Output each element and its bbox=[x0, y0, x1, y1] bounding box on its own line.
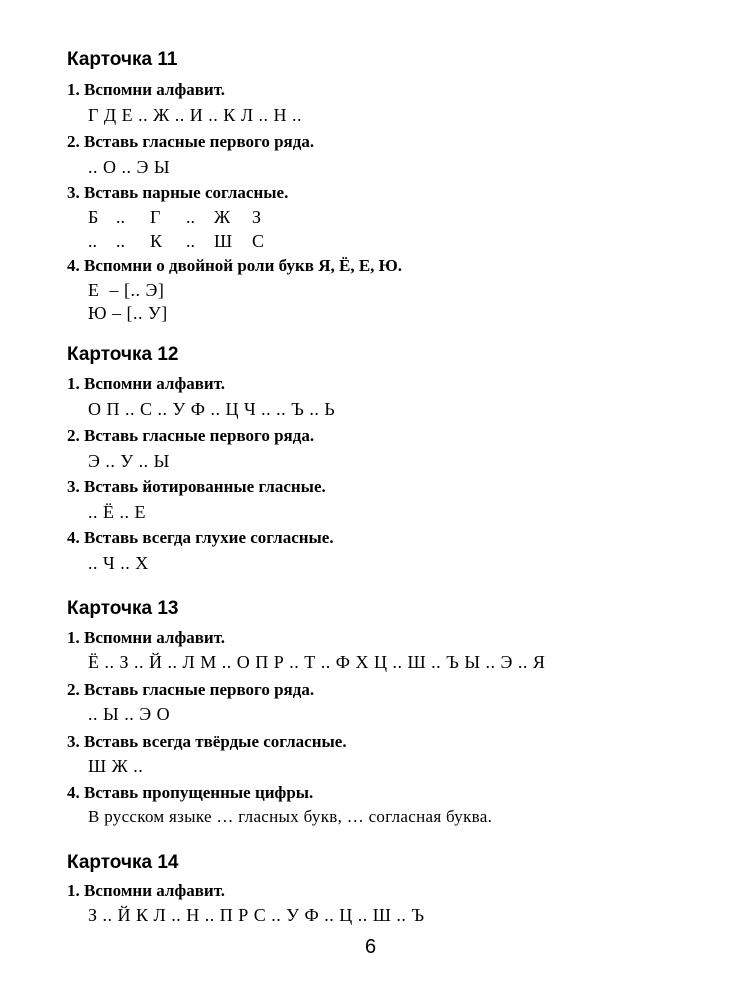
card-12-task-1-title: 1. Вспомни алфавит. bbox=[67, 374, 226, 393]
grid-cell: .. bbox=[116, 231, 125, 251]
card-13-task-4-line: В русском языке … гласных букв, … согласная буква. bbox=[88, 807, 493, 826]
card-11-task-1-line: Г Д Е .. Ж .. И .. К Л .. Н .. bbox=[88, 105, 303, 125]
card-12-task-1-line: О П .. С .. У Ф .. Ц Ч .. .. Ъ .. Ь bbox=[88, 399, 336, 419]
card-13-task-2-line: .. Ы .. Э О bbox=[88, 704, 171, 724]
card-12-title: Карточка 12 bbox=[67, 344, 179, 365]
card-11-task-2-title: 2. Вставь гласные первого ряда. bbox=[67, 132, 315, 151]
grid-cell: Б bbox=[88, 207, 99, 227]
card-11-task-4-line-2: Ю – [.. У] bbox=[88, 303, 168, 323]
card-11-task-3-row-2 bbox=[88, 229, 288, 253]
card-11-task-3-title: 3. Вставь парные согласные. bbox=[67, 183, 289, 202]
card-12-task-4-line: .. Ч .. Х bbox=[88, 553, 149, 573]
card-12-task-3-title: 3. Вставь йотированные гласные. bbox=[67, 477, 326, 496]
grid-cell: .. bbox=[116, 207, 125, 227]
card-12-task-2-line: Э .. У .. Ы bbox=[88, 451, 170, 471]
card-14-task-1-line: З .. Й К Л .. Н .. П Р С .. У Ф .. Ц .. Ш .. Ъ bbox=[88, 905, 425, 925]
card-12-task-2-title: 2. Вставь гласные первого ряда. bbox=[67, 426, 315, 445]
card-13-task-2-title: 2. Вставь гласные первого ряда. bbox=[67, 680, 315, 699]
card-13-task-3-title: 3. Вставь всегда твёрдые согласные. bbox=[67, 732, 347, 751]
grid-cell: .. bbox=[186, 231, 195, 251]
card-13-title: Карточка 13 bbox=[67, 598, 179, 619]
card-13-task-3-line: Ш Ж .. bbox=[88, 756, 144, 776]
page-number: 6 bbox=[364, 936, 377, 958]
grid-cell: Ж bbox=[214, 207, 231, 227]
card-14-title: Карточка 14 bbox=[67, 852, 179, 873]
grid-cell: Г bbox=[150, 207, 161, 227]
card-12-task-4-title: 4. Вставь всегда глухие согласные. bbox=[67, 528, 334, 547]
card-11-task-4-line-1: Е – [.. Э] bbox=[88, 280, 165, 300]
card-11-title: Карточка 11 bbox=[67, 49, 178, 70]
card-11-task-3-row-1 bbox=[88, 205, 288, 229]
grid-cell: .. bbox=[88, 231, 97, 251]
card-13-task-4-title: 4. Вставь пропущенные цифры. bbox=[67, 783, 314, 802]
grid-cell: З bbox=[252, 207, 262, 227]
card-13-task-1-title: 1. Вспомни алфавит. bbox=[67, 628, 226, 647]
card-11-task-4-title: 4. Вспомни о двойной роли букв Я, Ё, Е, Ю. bbox=[67, 256, 403, 275]
grid-cell: .. bbox=[186, 207, 195, 227]
grid-cell: С bbox=[252, 231, 265, 251]
card-11-task-2-line: .. О .. Э Ы bbox=[88, 157, 171, 177]
card-14-task-1-title: 1. Вспомни алфавит. bbox=[67, 881, 226, 900]
grid-cell: К bbox=[150, 231, 163, 251]
card-13-task-1-line: Ё .. З .. Й .. Л М .. О П Р .. Т .. Ф Х Ц .. Ш .. Ъ Ы .. Э .. Я bbox=[88, 652, 546, 672]
card-11-task-1-title: 1. Вспомни алфавит. bbox=[67, 80, 226, 99]
grid-cell: Ш bbox=[214, 231, 233, 251]
card-12-task-3-line: .. Ё .. Е bbox=[88, 502, 146, 522]
